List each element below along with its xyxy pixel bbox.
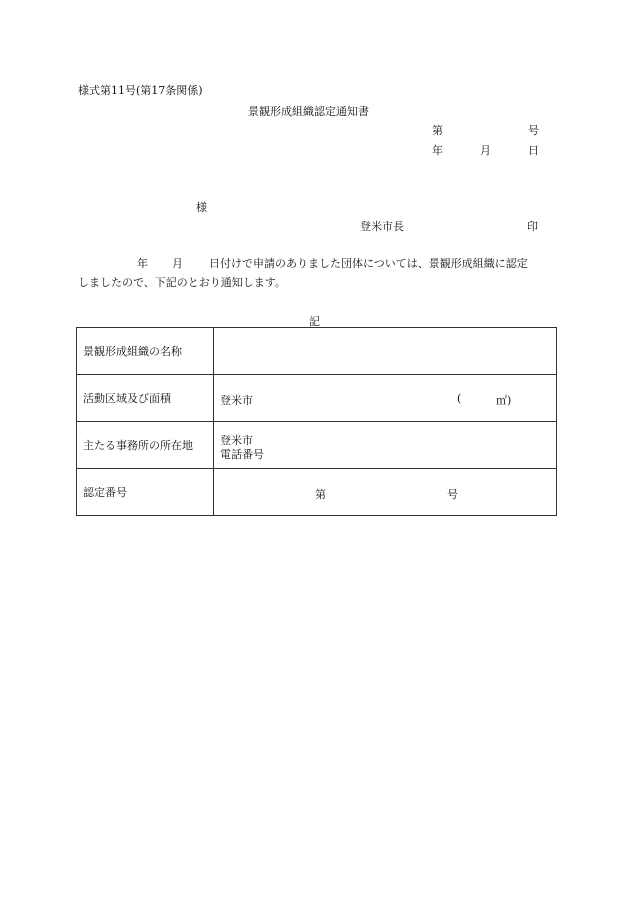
certification-number-cell <box>214 469 557 516</box>
area-unit: ㎡) <box>496 393 512 407</box>
activity-area-label: 活動区域及び面積 <box>77 375 214 422</box>
organization-name-label: 景観形成組織の名称 <box>77 328 214 375</box>
office-address-label: 主たる事務所の所在地 <box>77 422 214 469</box>
certification-number-prefix: 第 <box>315 487 326 501</box>
area-open-paren: ( <box>457 391 462 405</box>
notice-details-table <box>76 327 557 516</box>
issuer-name: 登米市長 <box>360 220 404 233</box>
date-year-label: 年 <box>432 144 443 157</box>
table-row-certification-number <box>77 469 557 516</box>
table-row-organization-name <box>77 328 557 375</box>
date-month-label: 月 <box>480 144 491 157</box>
reference-number-prefix: 第 <box>432 124 443 137</box>
addressee-honorific: 様 <box>196 201 207 214</box>
body-text-line-2: しましたので、下記のとおり通知します。 <box>78 276 286 289</box>
activity-area-cell <box>214 375 557 422</box>
certification-number-label: 認定番号 <box>77 469 214 516</box>
date-day-label: 日 <box>528 144 539 157</box>
office-phone-label: 電話番号 <box>220 447 264 461</box>
table-row-activity-area <box>77 375 557 422</box>
activity-area-city: 登米市 <box>220 393 253 407</box>
body-text-line-1: 日付けで申請のありました団体については、景観形成組織に認定 <box>209 257 528 270</box>
organization-name-value <box>214 328 557 375</box>
ki-heading: 記 <box>309 315 320 328</box>
form-number-label: 様式第11号(第17条関係) <box>78 84 203 97</box>
office-address-city: 登米市 <box>220 433 253 447</box>
body-year-label: 年 <box>137 257 148 270</box>
table-row-office-address <box>77 422 557 469</box>
reference-number-suffix: 号 <box>528 124 539 137</box>
certification-number-suffix: 号 <box>447 487 458 501</box>
document-title: 景観形成組織認定通知書 <box>248 105 369 118</box>
body-month-label: 月 <box>172 257 183 270</box>
office-address-cell <box>214 422 557 469</box>
issuer-seal-mark: 印 <box>527 220 538 233</box>
